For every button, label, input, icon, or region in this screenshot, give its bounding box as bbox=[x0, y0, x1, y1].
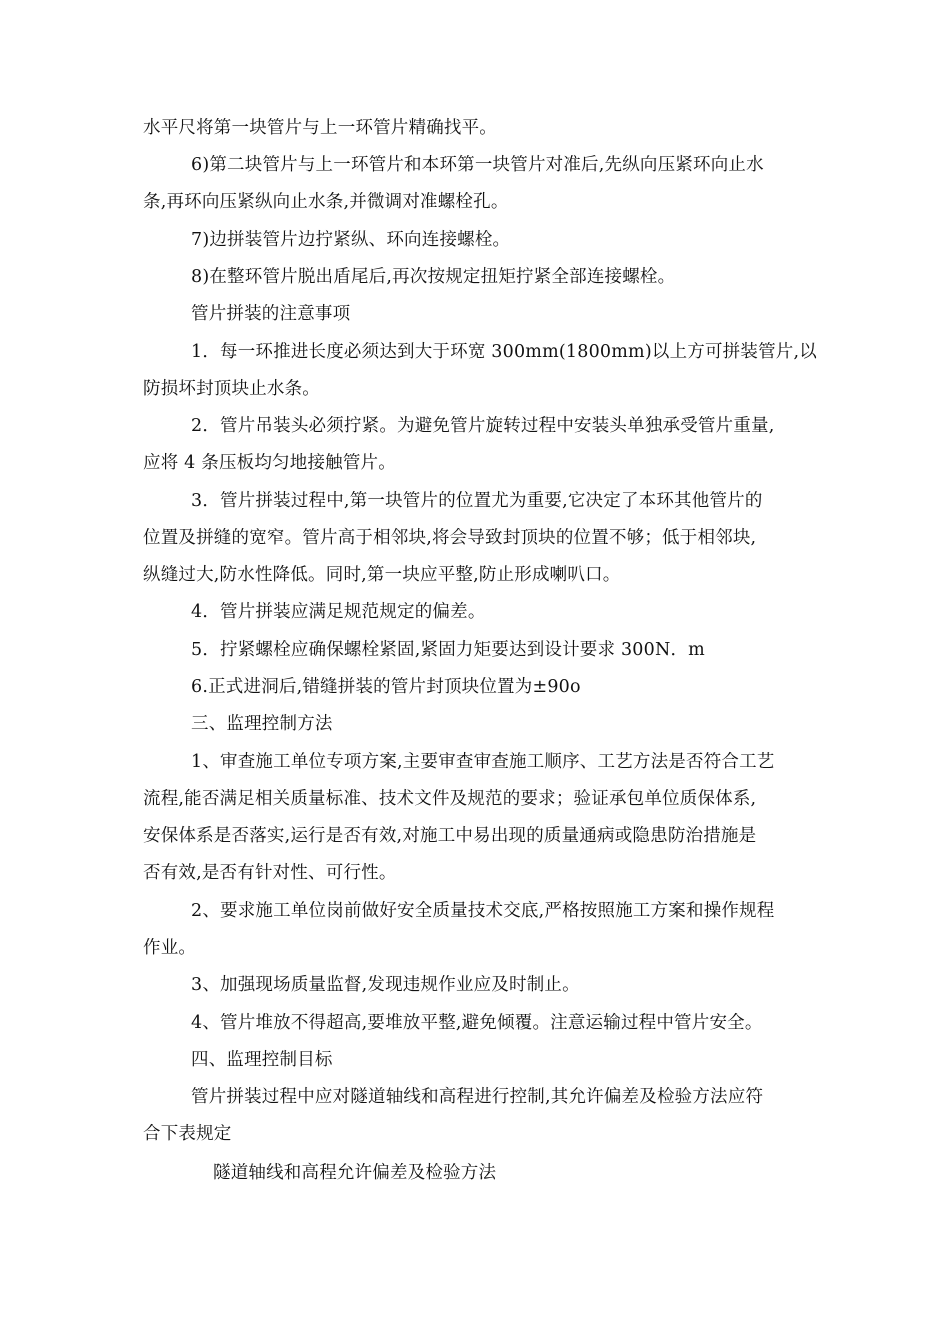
text-line: 纵缝过大,防水性降低。同时,第一块应平整,防止形成喇叭口。 bbox=[143, 565, 621, 585]
text-line: 防损坏封顶块止水条。 bbox=[143, 379, 320, 399]
text-line: 否有效,是否有针对性、可行性。 bbox=[143, 863, 397, 883]
text-line: 1、审查施工单位专项方案,主要审查审查施工顺序、工艺方法是否符合工艺 bbox=[191, 752, 775, 772]
text-line: 应将 4 条压板均匀地接触管片。 bbox=[143, 453, 396, 473]
text-line: 合下表规定 bbox=[143, 1124, 232, 1144]
text-line: 安保体系是否落实,运行是否有效,对施工中易出现的质量通病或隐患防治措施是 bbox=[143, 826, 757, 846]
text-line: 条,再环向压紧纵向止水条,并微调对准螺栓孔。 bbox=[143, 192, 509, 212]
text-line: 管片拼装过程中应对隧道轴线和高程进行控制,其允许偏差及检验方法应符 bbox=[191, 1087, 764, 1107]
text-line: 3．管片拼装过程中,第一块管片的位置尤为重要,它决定了本环其他管片的 bbox=[191, 491, 763, 511]
text-line: 4．管片拼装应满足规范规定的偏差。 bbox=[191, 602, 486, 622]
text-line: 8)在整环管片脱出盾尾后,再次按规定扭矩拧紧全部连接螺栓。 bbox=[191, 267, 676, 287]
text-line: 4、管片堆放不得超高,要堆放平整,避免倾覆。注意运输过程中管片安全。 bbox=[191, 1013, 763, 1033]
text-line: 3、加强现场质量监督,发现违规作业应及时制止。 bbox=[191, 975, 580, 995]
text-line: 6)第二块管片与上一环管片和本环第一块管片对准后,先纵向压紧环向止水 bbox=[191, 155, 764, 175]
text-line: 2、要求施工单位岗前做好安全质量技术交底,严格按照施工方案和操作规程 bbox=[191, 901, 775, 921]
text-line: 2．管片吊装头必须拧紧。为避免管片旋转过程中安装头单独承受管片重量, bbox=[191, 416, 775, 436]
text-line: 水平尺将第一块管片与上一环管片精确找平。 bbox=[143, 118, 497, 138]
section-heading: 管片拼装的注意事项 bbox=[191, 304, 351, 324]
text-line: 7)边拼装管片边拧紧纵、环向连接螺栓。 bbox=[191, 230, 511, 250]
text-line: 流程,能否满足相关质量标准、技术文件及规范的要求；验证承包单位质保体系, bbox=[143, 789, 757, 809]
table-caption: 隧道轴线和高程允许偏差及检验方法 bbox=[213, 1163, 497, 1183]
text-line: 作业。 bbox=[143, 938, 197, 958]
section-heading: 四、监理控制目标 bbox=[191, 1050, 333, 1070]
section-heading: 三、监理控制方法 bbox=[191, 714, 333, 734]
text-line: 位置及拼缝的宽窄。管片高于相邻块,将会导致封顶块的位置不够；低于相邻块, bbox=[143, 528, 757, 548]
text-line: 5．拧紧螺栓应确保螺栓紧固,紧固力矩要达到设计要求 300N．m bbox=[191, 640, 705, 660]
text-line: 1．每一环推进长度必须达到大于环宽 300mm(1800mm)以上方可拼装管片,以 bbox=[191, 342, 817, 362]
text-line: 6.正式进洞后,错缝拼装的管片封顶块位置为±90o bbox=[191, 677, 581, 697]
